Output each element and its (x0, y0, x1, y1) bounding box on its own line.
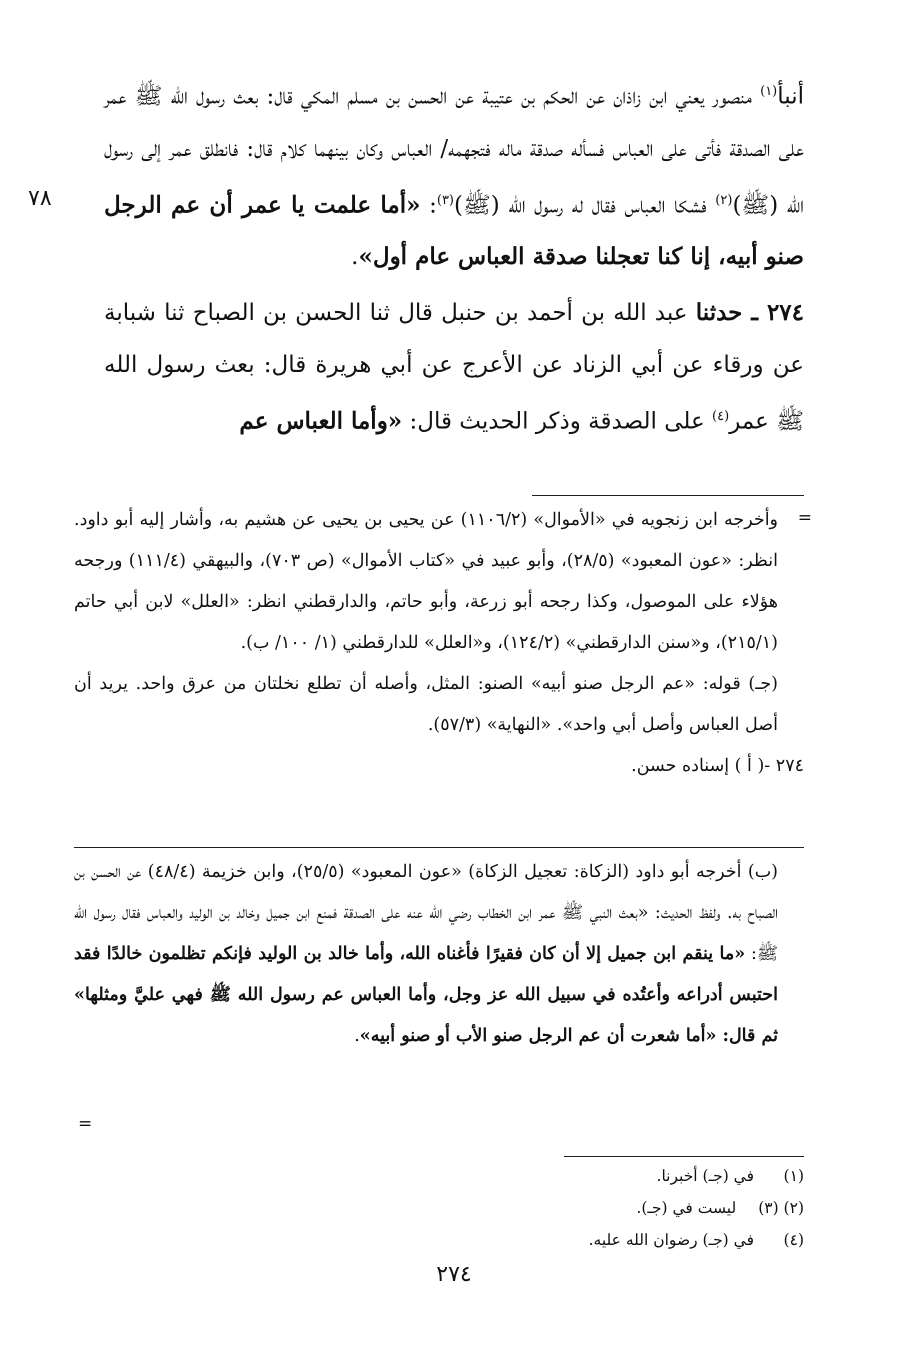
footnotes-divider (564, 1156, 804, 1157)
notes-divider-2 (74, 847, 804, 848)
continuation-mark: = (797, 508, 812, 528)
notes-divider (532, 495, 804, 496)
text-run: فشكا العباس فقال له رسول الله (ﷺ) (454, 192, 716, 219)
paragraph-273-end (104, 66, 804, 283)
hadith-quote: «أما علمت يا عمر أن عم الرجل صنو أبيه، إنا كنا تعجلنا صدقة العباس عام أول» (104, 191, 804, 271)
footnote-ref-2: (٢) (715, 192, 733, 208)
footnote-text: في (جـ) أخبرنا. (656, 1167, 754, 1185)
hadith-quote: «وأما العباس عم (239, 407, 403, 435)
commentary-notes-continued (74, 852, 804, 1057)
commentary-notes (74, 500, 804, 787)
footnote-4 (304, 1224, 804, 1256)
main-text (104, 66, 804, 448)
manuscript-folio-marker: ٧٨ (28, 186, 52, 211)
text-run: . (354, 1026, 360, 1046)
text-run: منصور يعني ابن زاذان عن الحكم بن عتيبة عن الحسن بن مسلم المكي قال: بعث رسول الله ﷺ عمر على الصدقة فأتى على العباس فسأله صدقة ماله فتجهمه/ العباس وكان بينهما كلام قال: فانطلق عمر إلى رسول الله (ﷺ) (104, 83, 804, 219)
text-run: على الصدقة وذكر الحديث قال: (402, 408, 713, 435)
continuation-mark: = (78, 1114, 93, 1134)
paragraph-274 (104, 287, 804, 448)
footnote-ref-4: (٤) (712, 409, 730, 425)
text-run: أنبأ (777, 83, 804, 110)
footnote-1 (304, 1160, 804, 1192)
footnote-number: (٢) (٣) (758, 1199, 804, 1217)
footnote-text: في (جـ) رضوان الله عليه. (588, 1231, 754, 1249)
note-isnad: ٢٧٤ -( أ ) إسناده حسن. (631, 756, 804, 776)
text-run: عبد الله بن أحمد بن حنبل قال ثنا الحسن بن الصباح ثنا شبابة عن ورقاء عن أبي الزناد عن الأعرج عن أبي هريرة قال: بعث رسول الله ﷺ عمر (104, 300, 804, 435)
text-run: (ب) أخرجه أبو داود (الزكاة: تعجيل الزكاة) «عون المعبود» (٢٥/٥)، وابن خزيمة (٤٨/٤) عن الحسن بن الصباح به. ولفظ الحديث: «بعث النبي ﷺ عمر ابن الخطاب رضي الله عنه على الصدقة فمنع ابن جميل وخالد بن الوليد والعباس فقال رسول الله ﷺ: (74, 862, 778, 964)
hadith-number: ٢٧٤ ـ حدثنا (695, 299, 804, 327)
hadith-quote: «ما ينقم ابن جميل إلا أن كان فقيرًا فأغناه الله، وأما خالد بن الوليد فإنكم تظلمون خالدًا فقد احتبس أدراعه وأعتُده في سبيل الله عز وجل، وأما العباس عم رسول الله ﷺ فهي عليَّ ومثلها» ثم قال: «أما شعرت أن عم الرجل صنو الأب أو صنو أبيه» (74, 944, 778, 1046)
page-number: ٢٧٤ (436, 1262, 472, 1287)
note-gharib: (جـ) قوله: «عم الرجل صنو أبيه» الصنو: المثل، وأصله أن تطلع نخلتان من عرق واحد. يريد أن أصل العباس وأصل أبي واحد». «النهاية» (٥٧/٣). (74, 674, 778, 735)
footnote-number: (٤) (783, 1231, 804, 1249)
footnote-ref-1: (١) (760, 84, 778, 99)
footnote-text: ليست في (جـ). (636, 1199, 737, 1217)
footnote-ref-3: (٣) (436, 192, 454, 208)
text-run: : (420, 192, 437, 219)
note-ibn-zanjawayh: وأخرجه ابن زنجويه في «الأموال» (١١٠٦/٢) عن يحيى بن يحيى عن هشيم به، وأشار إليه أبو داود. انظر: «عون المعبود» (٢٨/٥)، وأبو عبيد في «كتاب الأموال» (ص ٧٠٣)، والبيهقي (١١١/٤) ورجحه هؤلاء على الموصول، وكذا رجحه أبو زرعة، وأبو حاتم، والدارقطني انظر: «العلل» لابن أبي حاتم (٢١٥/١)، و«سنن الدارقطني» (١٢٤/٢)، و«العلل» للدارقطني (١/ ١٠٠/ ب). (74, 510, 779, 653)
note-takhrij (74, 852, 804, 1057)
footnote-number: (١) (783, 1167, 804, 1185)
footnotes (304, 1160, 804, 1256)
text-run: . (351, 244, 359, 271)
footnote-2 (304, 1192, 804, 1224)
